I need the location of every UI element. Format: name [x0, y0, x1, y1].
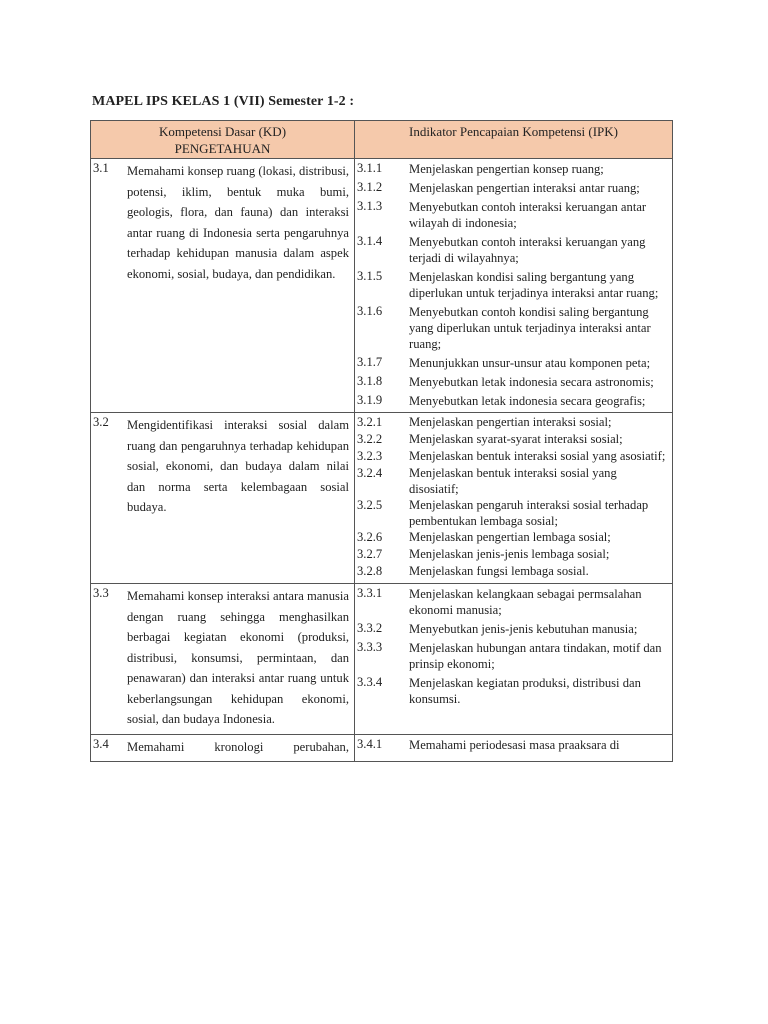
indicator-number: 3.1.2 [357, 180, 383, 194]
table-row [91, 584, 673, 735]
kd-header-line2: PENGETAHUAN [174, 141, 271, 156]
indicator-item [357, 198, 666, 231]
indicator-item [357, 354, 666, 371]
indicator-item [357, 414, 666, 431]
table-row [91, 159, 673, 413]
indicator-item [357, 465, 666, 497]
indicator-text: Menjelaskan fungsi lembaga sosial. [409, 564, 589, 578]
kd-cell [91, 584, 355, 735]
indicator-number: 3.2.1 [357, 415, 383, 429]
indicator-text: Menjelaskan bentuk interaksi sosial yang disosiatif; [409, 466, 617, 496]
indicator-text: Menjelaskan kelangkaan sebagai permsalahan ekonomi manusia; [409, 587, 642, 617]
indicator-text: Menjelaskan pengertian lembaga sosial; [409, 530, 611, 544]
kd-number: 3.2 [93, 415, 109, 429]
indicator-text: Menjelaskan pengertian interaksi antar ruang; [409, 181, 640, 195]
indicator-item [357, 639, 666, 672]
indicator-number: 3.1.1 [357, 161, 383, 175]
kd-text: Memahami konsep interaksi antara manusia dengan ruang sehingga menghasilkan berbagai kegiatan ekonomi (produksi, distribusi, konsumsi, permintaan, dan penawaran) dan interaksi antar ruang untuk keberlangsungan kehidupan ekonomi, sosial, dan budaya Indonesia. [127, 589, 349, 726]
indicator-item [357, 546, 666, 563]
indicator-text: Memahami periodesasi masa praaksara di [409, 737, 620, 752]
kd-text: Memahami kronologi perubahan, [127, 739, 349, 754]
ipk-column-header: Indikator Pencapaian Kompetensi (IPK) [355, 121, 673, 159]
kd-text: Memahami konsep ruang (lokasi, distribusi, potensi, iklim, bentuk muka bumi, geologis, flora, dan fauna) dan interaksi antar ruang di Indonesia serta pengaruhnya terhadap kehidupan manusia dalam aspek ekonomi, sosial, budaya, dan pendidikan. [127, 164, 349, 281]
indicator-item [357, 179, 666, 196]
competency-table [90, 120, 673, 762]
indicator-number: 3.4.1 [357, 736, 383, 751]
indicator-item [357, 529, 666, 546]
indicator-text: Menjelaskan bentuk interaksi sosial yang asosiatif; [409, 449, 666, 463]
indicator-item [357, 674, 666, 707]
indicator-number: 3.3.1 [357, 586, 383, 600]
indicator-text: Menyebutkan contoh interaksi keruangan antar wilayah di indonesia; [409, 200, 647, 230]
indicator-text: Menyebutkan letak indonesia secara geografis; [409, 394, 646, 408]
ipk-cell [355, 159, 673, 413]
ipk-cell [355, 584, 673, 735]
indicator-text: Menjelaskan kondisi saling bergantung yang diperlukan untuk terjadinya interaksi antar ruang; [409, 270, 659, 300]
indicator-item [357, 268, 666, 301]
indicator-number: 3.1.4 [357, 234, 383, 248]
table-header-row [91, 121, 673, 159]
indicator-item [357, 497, 666, 529]
indicator-text: Menyebutkan jenis-jenis kebutuhan manusia; [409, 622, 638, 636]
indicator-number: 3.1.8 [357, 374, 383, 388]
indicator-item [357, 303, 666, 352]
kd-number: 3.1 [93, 161, 109, 175]
table-row [91, 734, 673, 762]
ipk-cell [355, 413, 673, 584]
indicator-text: Menyebutkan contoh interaksi keruangan yang terjadi di wilayahnya; [409, 235, 646, 265]
document-title: MAPEL IPS KELAS 1 (VII) Semester 1-2 : [92, 94, 355, 109]
indicator-number: 3.2.4 [357, 466, 383, 480]
kd-number: 3.3 [93, 586, 109, 600]
indicator-number: 3.1.7 [357, 355, 383, 369]
indicator-text: Menjelaskan jenis-jenis lembaga sosial; [409, 547, 610, 561]
indicator-number: 3.2.7 [357, 547, 383, 561]
indicator-number: 3.3.2 [357, 621, 383, 635]
kd-header-line1: Kompetensi Dasar (KD) [158, 124, 287, 139]
indicator-number: 3.1.9 [357, 393, 383, 407]
table-row [91, 413, 673, 584]
indicator-number: 3.2.6 [357, 530, 383, 544]
indicator-item [357, 448, 666, 465]
indicator-text: Menyebutkan contoh kondisi saling bergantung yang diperlukan untuk terjadinya interaksi antar ruang; [409, 305, 651, 351]
indicator-item [357, 373, 666, 390]
indicator-number: 3.2.5 [357, 498, 383, 512]
indicator-text: Menyebutkan letak indonesia secara astronomis; [409, 375, 654, 389]
indicator-text: Menjelaskan kegiatan produksi, distribusi dan konsumsi. [409, 676, 641, 706]
indicator-number: 3.2.2 [357, 432, 383, 446]
indicator-text: Menunjukkan unsur-unsur atau komponen peta; [409, 356, 651, 370]
indicator-text: Menjelaskan pengertian interaksi sosial; [409, 415, 612, 429]
ipk-cell [355, 734, 673, 762]
indicator-number: 3.2.8 [357, 564, 383, 578]
indicator-item [357, 563, 666, 580]
indicator-number: 3.1.3 [357, 199, 383, 213]
indicator-item [357, 736, 666, 753]
indicator-number: 3.1.6 [357, 304, 383, 318]
kd-column-header [91, 121, 355, 159]
kd-number: 3.4 [93, 736, 109, 751]
indicator-text: Menjelaskan pengertian konsep ruang; [409, 162, 604, 176]
kd-cell [91, 413, 355, 584]
indicator-number: 3.1.5 [357, 269, 383, 283]
indicator-item [357, 160, 666, 177]
indicator-text: Menjelaskan hubungan antara tindakan, motif dan prinsip ekonomi; [409, 641, 662, 671]
indicator-item [357, 233, 666, 266]
indicator-text: Menjelaskan pengaruh interaksi sosial terhadap pembentukan lembaga sosial; [409, 498, 649, 528]
indicator-number: 3.3.4 [357, 675, 383, 689]
indicator-number: 3.3.3 [357, 640, 383, 654]
indicator-number: 3.2.3 [357, 449, 383, 463]
indicator-item [357, 431, 666, 448]
kd-cell [91, 159, 355, 413]
indicator-item [357, 585, 666, 618]
indicator-item [357, 620, 666, 637]
kd-cell [91, 734, 355, 762]
indicator-text: Menjelaskan syarat-syarat interaksi sosial; [409, 432, 623, 446]
kd-text: Mengidentifikasi interaksi sosial dalam ruang dan pengaruhnya terhadap kehidupan sosial, ekonomi, dan budaya dalam nilai dan norma serta kelembagaan sosial budaya. [127, 418, 349, 514]
indicator-item [357, 392, 666, 409]
